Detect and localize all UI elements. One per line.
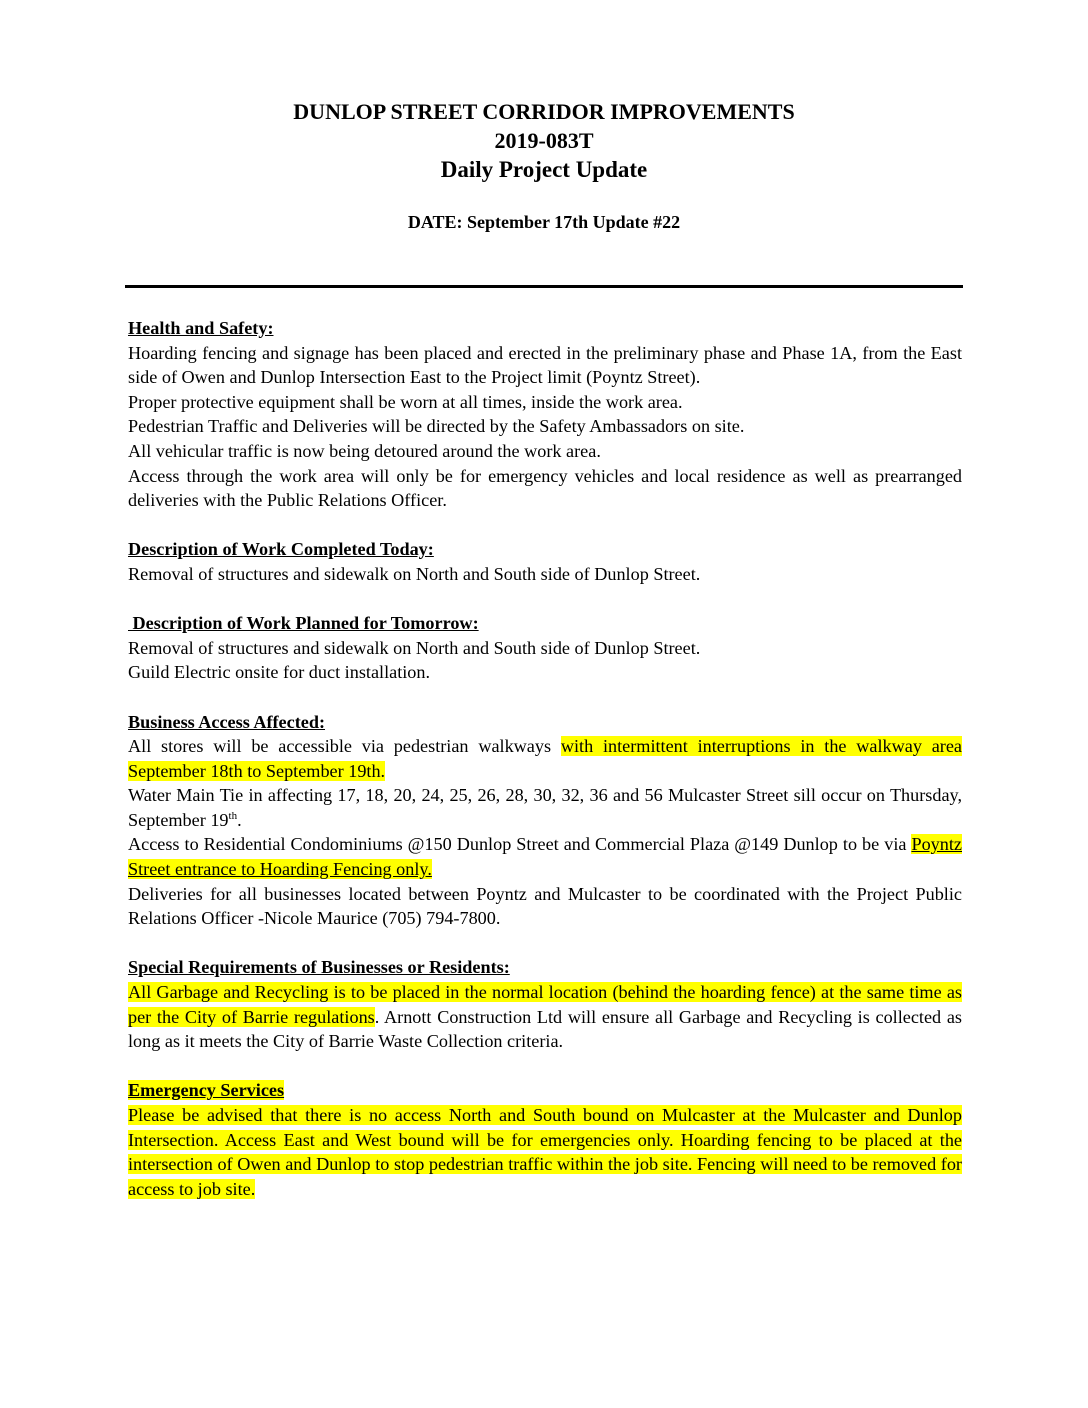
spacer	[128, 931, 962, 956]
highlighted-text: with intermittent interruptions in the walkway area September 18th to September 19th.	[128, 736, 962, 781]
business-access-text: .	[237, 809, 242, 830]
spacer	[128, 587, 962, 612]
document-header	[0, 97, 1088, 185]
work-completed-section	[128, 537, 962, 586]
health-safety-line: Access through the work area will only be for emergency vehicles and local residence as well as prearranged deliveries with the Public Relations Officer.	[128, 465, 962, 511]
date-line: DATE: September 17th Update #22	[407, 212, 681, 232]
special-requirements-text	[128, 980, 962, 1054]
spacer	[128, 685, 962, 710]
business-access-text: Water Main Tie in affecting 17, 18, 20, 24, 25, 26, 28, 30, 32, 36 and 56 Mulcaster Street sill occur on Thursday, September 19	[128, 785, 962, 830]
business-access-line	[128, 783, 962, 832]
special-requirements-rest: . Arnott Construction Ltd will ensure all Garbage and Recycling is collected as long as it meets the City of Barrie Waste Collection criteria.	[128, 1006, 962, 1052]
health-safety-line: Pedestrian Traffic and Deliveries will be directed by the Safety Ambassadors on site.	[128, 416, 745, 437]
special-requirements-title: Special Requirements of Businesses or Residents:	[128, 957, 510, 978]
work-completed-title: Description of Work Completed Today:	[128, 539, 434, 560]
document-title: DUNLOP STREET CORRIDOR IMPROVEMENTS	[293, 99, 795, 124]
health-safety-title: Health and Safety:	[128, 318, 274, 338]
header-divider	[125, 285, 963, 288]
health-safety-line: Proper protective equipment shall be worn at all times, inside the work area.	[128, 391, 683, 412]
document-body	[128, 316, 962, 1201]
work-completed-line: Removal of structures and sidewalk on North and South side of Dunlop Street.	[128, 563, 701, 584]
business-access-line	[128, 832, 962, 881]
highlighted-text: Poyntz Street entrance to Hoarding Fencing only.	[128, 834, 962, 880]
work-planned-title: Description of Work Planned for Tomorrow:	[128, 613, 479, 634]
health-safety-line: All vehicular traffic is now being detoured around the work area.	[128, 440, 601, 461]
health-safety-section	[128, 316, 962, 513]
health-safety-line: Hoarding fencing and signage has been placed and erected in the preliminary phase and Phase 1A, from the East side of Owen and Dunlop Intersection East to the Project limit (Poyntz Street).	[128, 342, 962, 388]
highlighted-text: All Garbage and Recycling is to be placed in the normal location (behind the hoarding fence) at the same time as per the City of Barrie regulations	[128, 982, 962, 1027]
spacer	[128, 513, 962, 538]
business-access-text: Access to Residential Condominiums @150 Dunlop Street and Commercial Plaza @149 Dunlop to be via	[128, 834, 912, 855]
special-requirements-section	[128, 955, 962, 1053]
work-planned-line: Guild Electric onsite for duct installation.	[128, 662, 431, 683]
business-access-title: Business Access Affected:	[128, 711, 326, 732]
business-access-text: All stores will be accessible via pedestrian walkways	[128, 736, 561, 757]
emergency-title: Emergency Services	[128, 1080, 285, 1101]
business-access-line: Deliveries for all businesses located between Poyntz and Mulcaster to be coordinated with the Project Public Relations Officer -Nicole Maurice (705) 794-7800.	[128, 883, 962, 929]
business-access-line	[128, 734, 962, 783]
project-number: 2019-083T	[494, 128, 594, 153]
work-planned-line: Removal of structures and sidewalk on North and South side of Dunlop Street.	[128, 637, 701, 658]
emergency-text: Please be advised that there is no access North and South bound on Mulcaster at the Mulcaster and Dunlop Intersection. Access East and West bound will be for emergencies only. Hoarding fencing to be placed at the intersection of Owen and Dunlop to stop pedestrian traffic within the job site. Fencing will need to be removed for access to job site.	[128, 1105, 962, 1199]
emergency-title-line	[128, 1078, 962, 1103]
work-planned-section	[128, 611, 962, 685]
emergency-text-line	[128, 1103, 962, 1201]
business-access-section	[128, 710, 962, 931]
document-subtitle: Daily Project Update	[440, 157, 648, 182]
emergency-section	[128, 1078, 962, 1201]
ordinal-suffix: th	[228, 809, 238, 822]
spacer	[128, 1054, 962, 1079]
